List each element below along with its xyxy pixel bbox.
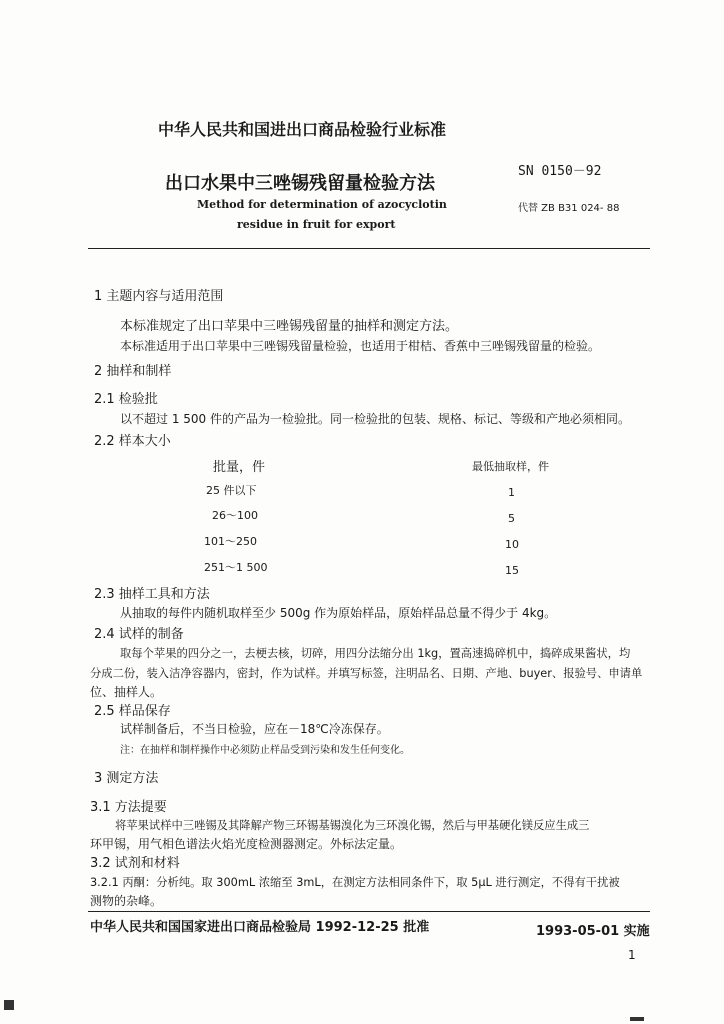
table-header-sample: 最低抽取样，件 bbox=[472, 460, 549, 473]
section-1-heading: 1 主题内容与适用范围 bbox=[94, 289, 224, 304]
industry-standard-title: 中华人民共和国进出口商品检验行业标准 bbox=[158, 120, 447, 139]
approval-line: 中华人民共和国国家进出口商品检验局 1992-12-25 批准 bbox=[90, 920, 430, 935]
document-title: 出口水果中三唑锡残留量检验方法 bbox=[165, 173, 435, 194]
section-2-1-heading: 2.1 检验批 bbox=[94, 392, 158, 407]
section-1-paragraph-2: 本标准适用于出口苹果中三唑锡残留量检验，也适用于柑桔、香蕉中三唑锡残留量的检验。 bbox=[120, 339, 601, 353]
table-header-batch: 批量，件 bbox=[213, 460, 266, 475]
section-3-1-line-2: 环甲锡，用气相色谱法火焰光度检测器测定。外标法定量。 bbox=[90, 837, 403, 851]
table-row-4-sample: 15 bbox=[505, 564, 519, 577]
english-title-line1: Method for determination of azocyclotin bbox=[197, 198, 447, 211]
scan-mark-right bbox=[630, 1017, 644, 1021]
section-1-paragraph-1: 本标准规定了出口苹果中三唑锡残留量的抽样和测定方法。 bbox=[120, 319, 459, 334]
section-3-2-heading: 3.2 试剂和材料 bbox=[90, 856, 180, 871]
header-rule bbox=[88, 248, 650, 249]
scan-mark-left bbox=[4, 1000, 14, 1010]
section-2-4-line-1: 取每个苹果的四分之一，去梗去核，切碎，用四分法缩分出 1kg，置高速捣碎机中，捣碎成果酱状，均 bbox=[120, 647, 631, 660]
section-3-heading: 3 测定方法 bbox=[94, 771, 159, 786]
effective-date: 1993-05-01 实施 bbox=[536, 924, 650, 939]
section-2-4-line-3: 位、抽样人。 bbox=[90, 685, 163, 699]
table-row-3-batch: 101～250 bbox=[204, 535, 257, 548]
standard-number: SN 0150－92 bbox=[518, 164, 602, 179]
section-2-4-heading: 2.4 试样的制备 bbox=[94, 627, 184, 642]
table-row-2-sample: 5 bbox=[508, 512, 515, 525]
section-2-1-text: 以不超过 1 500 件的产品为一检验批。同一检验批的包装、规格、标记、等级和产地必须相同。 bbox=[120, 412, 630, 426]
section-2-3-text: 从抽取的每件内随机取样至少 500g 作为原始样品，原始样品总量不得少于 4kg。 bbox=[120, 606, 557, 620]
table-row-4-batch: 251～1 500 bbox=[204, 561, 268, 574]
english-title-line2: residue in fruit for export bbox=[237, 218, 396, 231]
section-3-1-heading: 3.1 方法提要 bbox=[90, 800, 167, 815]
section-2-5-heading: 2.5 样品保存 bbox=[94, 704, 171, 719]
table-row-1-sample: 1 bbox=[508, 486, 515, 499]
section-2-4-line-2: 分成二份，装入洁净容器内，密封，作为试样。并填写标签，注明品名、日期、产地、buyer、报验号、申请单 bbox=[90, 667, 643, 680]
section-2-heading: 2 抽样和制样 bbox=[94, 364, 172, 379]
section-3-2-1-line-1: 3.2.1 丙酮：分析纯。取 300mL 浓缩至 3mL，在测定方法相同条件下，取 5μL 进行测定，不得有干扰被 bbox=[90, 876, 620, 889]
replaces-standard: 代替 ZB B31 024- 88 bbox=[518, 203, 620, 214]
page-number: 1 bbox=[628, 948, 636, 962]
table-row-2-batch: 26～100 bbox=[212, 509, 258, 522]
section-2-5-text: 试样制备后，不当日检验，应在－18℃冷冻保存。 bbox=[120, 722, 389, 736]
section-3-2-1-line-2: 测物的杂峰。 bbox=[90, 894, 163, 908]
table-row-3-sample: 10 bbox=[505, 538, 519, 551]
section-2-note: 注：在抽样和制样操作中必须防止样品受到污染和发生任何变化。 bbox=[120, 745, 410, 756]
section-2-2-heading: 2.2 样本大小 bbox=[94, 434, 171, 449]
section-3-1-line-1: 将苹果试样中三唑锡及其降解产物三环锡基锡溴化为三环溴化锡，然后与甲基硬化镁反应生成三 bbox=[115, 819, 590, 832]
section-2-3-heading: 2.3 抽样工具和方法 bbox=[94, 587, 210, 602]
table-row-1-batch: 25 件以下 bbox=[206, 484, 257, 497]
footer-rule bbox=[88, 911, 650, 912]
